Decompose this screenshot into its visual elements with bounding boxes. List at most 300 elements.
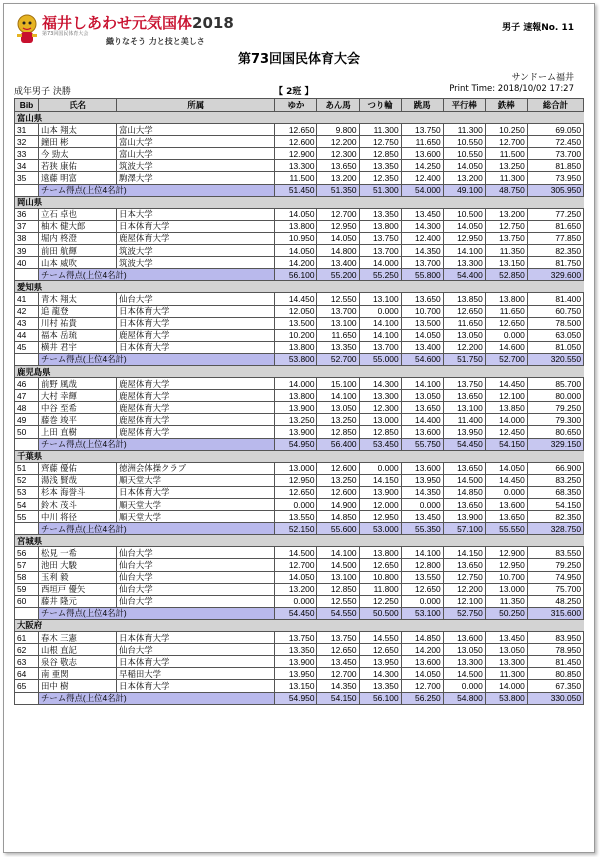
bib-cell: 63 xyxy=(15,656,39,668)
bib-cell: 57 xyxy=(15,559,39,571)
score-cell: 13.300 xyxy=(443,257,485,269)
team-score-row xyxy=(15,438,584,450)
score-cell: 13.050 xyxy=(443,644,485,656)
team-score-cell: 53.000 xyxy=(359,523,401,535)
results-table xyxy=(14,98,584,705)
score-cell: 13.250 xyxy=(485,160,527,172)
athlete-row xyxy=(15,680,584,692)
score-cell: 13.800 xyxy=(275,220,317,232)
athlete-name: 中川 将径 xyxy=(39,511,117,523)
athlete-row xyxy=(15,293,584,305)
athlete-name: 前田 航輝 xyxy=(39,245,117,257)
score-cell: 13.700 xyxy=(359,341,401,353)
team-spacer xyxy=(15,269,39,281)
score-cell: 14.350 xyxy=(401,245,443,257)
athlete-row xyxy=(15,390,584,402)
score-cell: 12.300 xyxy=(359,402,401,414)
score-cell: 13.500 xyxy=(401,317,443,329)
affiliation: 鹿屋体育大学 xyxy=(117,232,275,244)
score-cell: 14.100 xyxy=(401,547,443,559)
score-cell: 12.900 xyxy=(485,547,527,559)
team-score-cell: 54.450 xyxy=(443,438,485,450)
team-score-cell: 48.750 xyxy=(485,184,527,196)
team-score-cell: 329.600 xyxy=(527,269,583,281)
affiliation: 日本体育大学 xyxy=(117,486,275,498)
affiliation: 富山大学 xyxy=(117,136,275,148)
score-cell: 83.250 xyxy=(527,474,583,486)
athlete-name: 藤巻 竣平 xyxy=(39,414,117,426)
score-cell: 11.300 xyxy=(485,172,527,184)
score-cell: 14.850 xyxy=(317,511,359,523)
score-cell: 12.600 xyxy=(317,462,359,474)
score-cell: 14.850 xyxy=(401,632,443,644)
score-cell: 79.250 xyxy=(527,402,583,414)
score-cell: 60.750 xyxy=(527,305,583,317)
team-score-cell: 54.950 xyxy=(275,692,317,704)
athlete-name: 今 勁太 xyxy=(39,148,117,160)
score-cell: 13.650 xyxy=(443,390,485,402)
score-cell: 79.250 xyxy=(527,559,583,571)
athlete-row xyxy=(15,571,584,583)
score-cell: 77.250 xyxy=(527,208,583,220)
score-cell: 13.800 xyxy=(485,293,527,305)
score-cell: 13.000 xyxy=(359,414,401,426)
team-score-cell: 54.550 xyxy=(317,607,359,619)
team-score-cell: 56.400 xyxy=(317,438,359,450)
score-cell: 12.050 xyxy=(275,305,317,317)
score-cell: 14.300 xyxy=(359,378,401,390)
team-score-cell: 55.350 xyxy=(401,523,443,535)
score-cell: 13.100 xyxy=(317,317,359,329)
score-cell: 13.300 xyxy=(275,160,317,172)
team-score-cell: 315.600 xyxy=(527,607,583,619)
prefecture-row xyxy=(15,619,584,631)
score-cell: 12.650 xyxy=(359,644,401,656)
venue: サンドーム福井 xyxy=(511,73,574,83)
athlete-name: 青木 翔太 xyxy=(39,293,117,305)
score-cell: 13.200 xyxy=(275,583,317,595)
score-cell: 12.750 xyxy=(359,136,401,148)
score-cell: 13.600 xyxy=(401,148,443,160)
prefecture-row xyxy=(15,112,584,124)
affiliation: 日本体育大学 xyxy=(117,656,275,668)
athlete-row xyxy=(15,245,584,257)
team-score-label: チーム得点(上位4名計) xyxy=(39,438,275,450)
affiliation: 順天堂大学 xyxy=(117,499,275,511)
score-cell: 80.850 xyxy=(527,668,583,680)
athlete-row xyxy=(15,644,584,656)
score-cell: 14.500 xyxy=(443,668,485,680)
score-cell: 12.200 xyxy=(443,583,485,595)
score-cell: 14.050 xyxy=(401,668,443,680)
score-cell: 14.050 xyxy=(275,245,317,257)
score-cell: 13.800 xyxy=(359,220,401,232)
bib-cell: 33 xyxy=(15,148,39,160)
affiliation: 鹿屋体育大学 xyxy=(117,402,275,414)
score-cell: 0.000 xyxy=(443,680,485,692)
athlete-name: 西垣戸 優矢 xyxy=(39,583,117,595)
score-cell: 14.000 xyxy=(359,257,401,269)
team-score-row xyxy=(15,607,584,619)
score-cell: 12.750 xyxy=(443,571,485,583)
score-cell: 13.750 xyxy=(401,124,443,136)
score-cell: 81.400 xyxy=(527,293,583,305)
athlete-row xyxy=(15,402,584,414)
athlete-name: 杉本 海誉斗 xyxy=(39,486,117,498)
score-cell: 11.300 xyxy=(485,668,527,680)
team-score-cell: 54.950 xyxy=(275,438,317,450)
score-cell: 14.000 xyxy=(485,414,527,426)
score-cell: 13.850 xyxy=(485,402,527,414)
prefecture-name: 大阪府 xyxy=(15,619,584,631)
team-spacer xyxy=(15,523,39,535)
score-cell: 13.450 xyxy=(317,656,359,668)
col-high-bar: 鉄棒 xyxy=(485,99,527,112)
score-cell: 10.500 xyxy=(443,208,485,220)
col-bib: Bib xyxy=(15,99,39,112)
meet-title: 第73回国民体育大会 xyxy=(237,52,361,67)
team-score-cell: 329.150 xyxy=(527,438,583,450)
col-rings: つり輪 xyxy=(359,99,401,112)
affiliation: 筑波大学 xyxy=(117,245,275,257)
team-score-cell: 55.200 xyxy=(317,269,359,281)
score-cell: 14.000 xyxy=(275,378,317,390)
team-score-cell: 54.400 xyxy=(443,269,485,281)
team-spacer xyxy=(15,438,39,450)
score-cell: 12.600 xyxy=(275,136,317,148)
team-score-cell: 56.100 xyxy=(275,269,317,281)
score-cell: 12.850 xyxy=(317,583,359,595)
team-spacer xyxy=(15,184,39,196)
print-time: Print Time: 2018/10/02 17:27 xyxy=(449,84,574,94)
bib-cell: 55 xyxy=(15,511,39,523)
score-cell: 0.000 xyxy=(401,499,443,511)
athlete-row xyxy=(15,595,584,607)
score-cell: 10.550 xyxy=(443,136,485,148)
team-score-cell: 53.450 xyxy=(359,438,401,450)
score-cell: 12.400 xyxy=(401,172,443,184)
team-score-row xyxy=(15,692,584,704)
affiliation: 早稲田大学 xyxy=(117,668,275,680)
score-cell: 81.750 xyxy=(527,257,583,269)
team-score-cell: 55.250 xyxy=(359,269,401,281)
score-cell: 10.250 xyxy=(485,124,527,136)
col-total: 総合計 xyxy=(527,99,583,112)
affiliation: 鹿屋体育大学 xyxy=(117,378,275,390)
score-cell: 0.000 xyxy=(359,462,401,474)
logo-subtitle: 第73回国民体育大会 xyxy=(42,31,89,37)
score-cell: 13.900 xyxy=(359,486,401,498)
team-score-cell: 55.550 xyxy=(485,523,527,535)
athlete-row xyxy=(15,547,584,559)
score-cell: 14.000 xyxy=(485,680,527,692)
score-cell: 73.700 xyxy=(527,148,583,160)
score-cell: 85.700 xyxy=(527,378,583,390)
score-cell: 12.200 xyxy=(317,136,359,148)
event-name: 成年男子 決勝 xyxy=(14,87,71,97)
score-cell: 14.400 xyxy=(401,414,443,426)
score-cell: 14.450 xyxy=(485,378,527,390)
athlete-name: 松見 一希 xyxy=(39,547,117,559)
score-cell: 12.950 xyxy=(443,232,485,244)
prefecture-name: 愛知県 xyxy=(15,281,584,293)
score-cell: 0.000 xyxy=(485,329,527,341)
team-score-cell: 52.150 xyxy=(275,523,317,535)
score-cell: 81.050 xyxy=(527,341,583,353)
team-score-cell: 51.300 xyxy=(359,184,401,196)
score-cell: 83.550 xyxy=(527,547,583,559)
bib-cell: 38 xyxy=(15,232,39,244)
score-cell: 14.500 xyxy=(275,547,317,559)
team-score-cell: 55.800 xyxy=(401,269,443,281)
athlete-name: 山本 威吹 xyxy=(39,257,117,269)
team-score-cell: 55.600 xyxy=(317,523,359,535)
score-cell: 67.350 xyxy=(527,680,583,692)
affiliation: 筑波大学 xyxy=(117,160,275,172)
score-cell: 10.700 xyxy=(401,305,443,317)
score-cell: 12.700 xyxy=(317,668,359,680)
score-cell: 68.350 xyxy=(527,486,583,498)
team-score-row xyxy=(15,184,584,196)
affiliation: 順天堂大学 xyxy=(117,511,275,523)
bib-cell: 35 xyxy=(15,172,39,184)
score-cell: 13.650 xyxy=(485,511,527,523)
athlete-row xyxy=(15,124,584,136)
score-cell: 14.050 xyxy=(485,462,527,474)
score-cell: 14.850 xyxy=(443,486,485,498)
team-score-cell: 55.000 xyxy=(359,353,401,365)
score-cell: 11.650 xyxy=(401,136,443,148)
score-cell: 13.450 xyxy=(485,632,527,644)
score-cell: 13.650 xyxy=(317,160,359,172)
score-cell: 13.450 xyxy=(401,511,443,523)
team-score-cell: 54.000 xyxy=(401,184,443,196)
bib-cell: 45 xyxy=(15,341,39,353)
score-cell: 13.600 xyxy=(401,426,443,438)
score-cell: 11.500 xyxy=(485,148,527,160)
score-cell: 13.250 xyxy=(317,414,359,426)
results-body xyxy=(15,112,584,705)
score-cell: 13.650 xyxy=(443,499,485,511)
prefecture-row xyxy=(15,450,584,462)
team-spacer xyxy=(15,607,39,619)
score-cell: 12.200 xyxy=(443,341,485,353)
score-cell: 13.050 xyxy=(317,402,359,414)
athlete-row xyxy=(15,583,584,595)
bib-cell: 56 xyxy=(15,547,39,559)
score-cell: 13.200 xyxy=(485,208,527,220)
athlete-row xyxy=(15,257,584,269)
score-cell: 10.700 xyxy=(485,571,527,583)
athlete-name: 福本 岳琉 xyxy=(39,329,117,341)
score-cell: 12.400 xyxy=(401,232,443,244)
athlete-name: 柚木 健大郎 xyxy=(39,220,117,232)
team-score-cell: 52.750 xyxy=(443,607,485,619)
score-cell: 0.000 xyxy=(401,595,443,607)
athlete-name: 上田 直樹 xyxy=(39,426,117,438)
affiliation: 徳洲会体操クラブ xyxy=(117,462,275,474)
score-cell: 14.050 xyxy=(275,208,317,220)
athlete-row xyxy=(15,329,584,341)
athlete-row xyxy=(15,426,584,438)
bib-cell: 60 xyxy=(15,595,39,607)
score-cell: 13.050 xyxy=(401,390,443,402)
score-cell: 12.250 xyxy=(359,595,401,607)
affiliation: 仙台大学 xyxy=(117,595,275,607)
athlete-name: 齊藤 優佑 xyxy=(39,462,117,474)
score-cell: 80.000 xyxy=(527,390,583,402)
score-cell: 14.450 xyxy=(275,293,317,305)
athlete-row xyxy=(15,414,584,426)
score-cell: 14.300 xyxy=(359,668,401,680)
score-cell: 14.100 xyxy=(317,390,359,402)
score-cell: 13.250 xyxy=(275,414,317,426)
score-cell: 9.800 xyxy=(317,124,359,136)
score-cell: 12.950 xyxy=(359,511,401,523)
score-cell: 13.800 xyxy=(275,341,317,353)
score-cell: 14.050 xyxy=(275,571,317,583)
score-cell: 13.350 xyxy=(359,208,401,220)
score-cell: 12.550 xyxy=(317,293,359,305)
score-cell: 14.200 xyxy=(275,257,317,269)
athlete-name: 山根 直記 xyxy=(39,644,117,656)
affiliation: 鹿屋体育大学 xyxy=(117,414,275,426)
score-cell: 11.650 xyxy=(485,305,527,317)
col-pommel: あん馬 xyxy=(317,99,359,112)
prefecture-row xyxy=(15,281,584,293)
score-cell: 0.000 xyxy=(485,486,527,498)
score-cell: 12.650 xyxy=(275,124,317,136)
bib-cell: 31 xyxy=(15,124,39,136)
score-cell: 13.100 xyxy=(317,571,359,583)
score-cell: 13.000 xyxy=(275,462,317,474)
bib-cell: 50 xyxy=(15,426,39,438)
score-cell: 14.100 xyxy=(359,329,401,341)
score-cell: 13.050 xyxy=(443,329,485,341)
score-cell: 12.900 xyxy=(275,148,317,160)
affiliation: 仙台大学 xyxy=(117,571,275,583)
score-cell: 73.950 xyxy=(527,172,583,184)
score-cell: 13.050 xyxy=(485,644,527,656)
score-cell: 11.650 xyxy=(317,329,359,341)
score-cell: 13.100 xyxy=(359,293,401,305)
score-cell: 14.100 xyxy=(443,245,485,257)
team-score-cell: 320.550 xyxy=(527,353,583,365)
affiliation: 仙台大学 xyxy=(117,583,275,595)
logo-title: 福井しあわせ元気国体2018 xyxy=(42,14,234,32)
score-cell: 12.450 xyxy=(485,426,527,438)
score-cell: 13.600 xyxy=(443,632,485,644)
bib-cell: 48 xyxy=(15,402,39,414)
affiliation: 仙台大学 xyxy=(117,547,275,559)
bib-cell: 54 xyxy=(15,499,39,511)
score-cell: 14.200 xyxy=(401,644,443,656)
score-cell: 13.750 xyxy=(317,632,359,644)
affiliation: 鹿屋体育大学 xyxy=(117,426,275,438)
athlete-name: 湯浅 賢哉 xyxy=(39,474,117,486)
score-cell: 13.100 xyxy=(443,402,485,414)
affiliation: 仙台大学 xyxy=(117,559,275,571)
athlete-row xyxy=(15,632,584,644)
bib-cell: 34 xyxy=(15,160,39,172)
score-cell: 77.850 xyxy=(527,232,583,244)
athlete-name: 立石 卓也 xyxy=(39,208,117,220)
score-cell: 11.350 xyxy=(485,245,527,257)
col-floor: ゆか xyxy=(275,99,317,112)
bib-cell: 51 xyxy=(15,462,39,474)
team-score-cell: 53.800 xyxy=(275,353,317,365)
score-cell: 12.950 xyxy=(317,220,359,232)
score-cell: 14.150 xyxy=(443,547,485,559)
mascot-icon xyxy=(14,12,40,46)
bib-cell: 59 xyxy=(15,583,39,595)
affiliation: 順天堂大学 xyxy=(117,474,275,486)
score-cell: 13.650 xyxy=(401,402,443,414)
logo-slogan: 織りなそう 力と技と美しさ xyxy=(106,37,205,46)
score-cell: 72.450 xyxy=(527,136,583,148)
team-score-cell: 54.150 xyxy=(317,692,359,704)
score-cell: 14.600 xyxy=(485,341,527,353)
prefecture-name: 千葉県 xyxy=(15,450,584,462)
score-cell: 13.900 xyxy=(275,402,317,414)
athlete-name: 中谷 至希 xyxy=(39,402,117,414)
score-cell: 10.950 xyxy=(275,232,317,244)
score-cell: 12.950 xyxy=(275,474,317,486)
athlete-name: 堀内 柊澄 xyxy=(39,232,117,244)
score-cell: 14.100 xyxy=(317,547,359,559)
team-score-cell: 54.600 xyxy=(401,353,443,365)
score-cell: 12.850 xyxy=(359,426,401,438)
team-score-label: チーム得点(上位4名計) xyxy=(39,269,275,281)
athlete-name: 横井 君宇 xyxy=(39,341,117,353)
score-cell: 13.700 xyxy=(401,257,443,269)
athlete-row xyxy=(15,511,584,523)
score-cell: 13.200 xyxy=(443,172,485,184)
score-cell: 12.700 xyxy=(401,680,443,692)
athlete-name: 大村 幸輝 xyxy=(39,390,117,402)
score-cell: 13.650 xyxy=(401,293,443,305)
team-score-cell: 51.750 xyxy=(443,353,485,365)
score-cell: 14.500 xyxy=(443,474,485,486)
score-cell: 13.300 xyxy=(359,390,401,402)
score-cell: 13.950 xyxy=(275,668,317,680)
score-cell: 13.350 xyxy=(275,644,317,656)
team-score-cell: 328.750 xyxy=(527,523,583,535)
score-cell: 82.350 xyxy=(527,511,583,523)
team-spacer xyxy=(15,353,39,365)
team-score-cell: 330.050 xyxy=(527,692,583,704)
score-cell: 13.850 xyxy=(443,293,485,305)
score-cell: 13.750 xyxy=(359,232,401,244)
score-cell: 13.000 xyxy=(485,583,527,595)
team-score-label: チーム得点(上位4名計) xyxy=(39,692,275,704)
team-score-cell: 51.350 xyxy=(317,184,359,196)
score-cell: 11.500 xyxy=(275,172,317,184)
team-score-row xyxy=(15,269,584,281)
prefecture-row xyxy=(15,196,584,208)
affiliation: 日本体育大学 xyxy=(117,632,275,644)
bib-cell: 40 xyxy=(15,257,39,269)
score-cell: 14.300 xyxy=(401,220,443,232)
prefecture-name: 宮城県 xyxy=(15,535,584,547)
athlete-row xyxy=(15,559,584,571)
athlete-row xyxy=(15,474,584,486)
score-cell: 14.900 xyxy=(317,499,359,511)
col-vault: 跳馬 xyxy=(401,99,443,112)
team-score-label: チーム得点(上位4名計) xyxy=(39,607,275,619)
athlete-row xyxy=(15,378,584,390)
score-cell: 13.250 xyxy=(317,474,359,486)
